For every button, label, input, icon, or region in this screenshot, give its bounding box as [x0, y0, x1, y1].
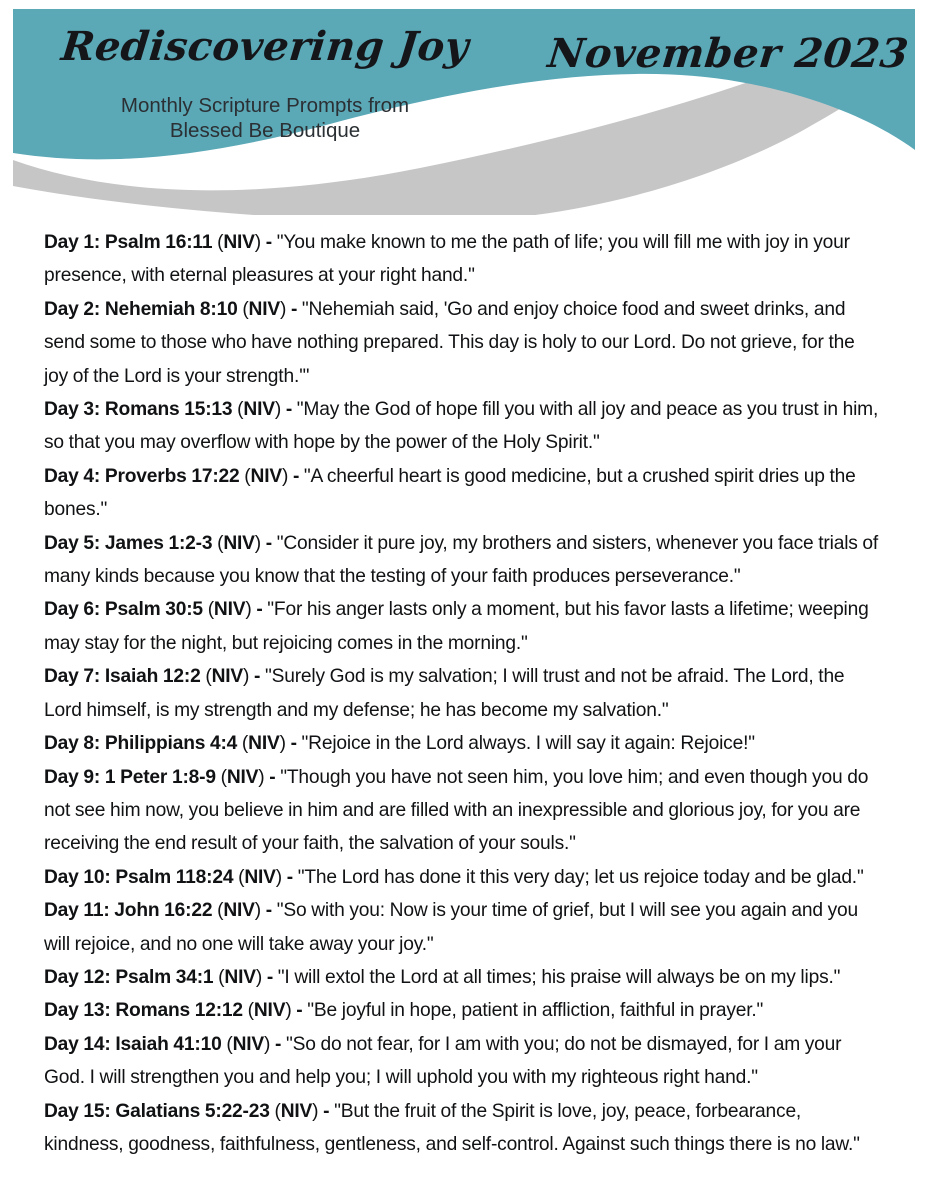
- entry-separator: -: [264, 766, 281, 788]
- version-abbrev: NIV: [223, 900, 255, 922]
- scripture-quote: "A cheerful heart is good medicine, but a crushed spirit dries up the bones.": [44, 465, 856, 521]
- scripture-entry: [44, 660, 882, 727]
- scripture-reference: Day 1: Psalm 16:11: [44, 232, 213, 253]
- entry-separator: -: [260, 900, 277, 922]
- scripture-reference: Day 14: Isaiah 41:10: [44, 1033, 222, 1055]
- entry-separator: -: [285, 733, 302, 755]
- version-abbrev: NIV: [213, 599, 246, 621]
- scripture-reference: Day 15: Galatians 5:22-23: [44, 1100, 270, 1122]
- scripture-reference: Day 12: Psalm 34:1: [44, 966, 214, 988]
- scripture-quote: "Though you have not seen him, you love him; and even though you do not see him now, you believe in him and are filled with an inexpressible and glorious joy, for you are receiving the end result of your faith, the salvation of your souls.": [44, 766, 869, 855]
- scripture-quote: "May the God of hope fill you with all joy and peace as you trust in him, so that you may overflow with hope by the power of the Holy Spirit.": [44, 399, 879, 454]
- entry-separator: -: [261, 232, 277, 253]
- version-abbrev: NIV: [211, 666, 244, 688]
- scripture-quote: "I will extol the Lord at all times; his praise will always be on my lips.": [277, 966, 841, 988]
- scripture-version: (NIV): [237, 298, 287, 320]
- scripture-quote: "For his anger lasts only a moment, but his favor lasts a lifetime; weeping may stay for the night, but rejoicing comes in the morning.": [44, 599, 869, 654]
- scripture-entry: [44, 894, 882, 961]
- scripture-entry: [44, 961, 882, 994]
- version-abbrev: NIV: [244, 866, 276, 888]
- entry-separator: -: [318, 1100, 335, 1122]
- scripture-version: (NIV): [215, 766, 265, 788]
- scripture-quote: "Nehemiah said, 'Go and enjoy choice food and sweet drinks, and send some to those who have nothing prepared. This day is holy to our Lord. Do not grieve, for the joy of the Lord is your strength.'": [44, 298, 855, 387]
- scripture-entry: [44, 727, 882, 760]
- version-abbrev: NIV: [223, 532, 255, 554]
- scripture-entry: [44, 293, 882, 393]
- scripture-reference: Day 9: 1 Peter 1:8-9: [44, 766, 216, 788]
- scripture-version: (NIV): [221, 1033, 271, 1055]
- issue-date: November 2023: [546, 30, 912, 77]
- scripture-quote: "You make known to me the path of life; you will fill me with joy in your presence, with eternal pleasures at your right hand.": [44, 232, 850, 287]
- version-abbrev: NIV: [223, 232, 255, 253]
- version-abbrev: NIV: [248, 733, 280, 755]
- entry-separator: -: [281, 866, 298, 888]
- scripture-version: (NIV): [202, 599, 252, 621]
- scripture-entry: [44, 527, 882, 594]
- entry-separator: -: [286, 298, 302, 320]
- scripture-entry: [44, 994, 882, 1027]
- version-abbrev: NIV: [243, 399, 275, 421]
- scripture-version: (NIV): [213, 966, 263, 988]
- scripture-reference: Day 7: Isaiah 12:2: [44, 666, 201, 688]
- scripture-entry: [44, 861, 882, 894]
- scripture-quote: "Be joyful in hope, patient in affliction, faithful in prayer.": [307, 1000, 764, 1022]
- scripture-reference: Day 11: John 16:22: [44, 900, 213, 922]
- scripture-reference: Day 4: Proverbs 17:22: [44, 465, 240, 487]
- header-text-layer: [0, 0, 927, 215]
- scripture-entry: [44, 226, 882, 293]
- scripture-reference: Day 13: Romans 12:12: [44, 1000, 243, 1022]
- page-subtitle: [30, 93, 500, 143]
- version-abbrev: NIV: [224, 966, 256, 988]
- entry-separator: -: [291, 1000, 308, 1022]
- entry-separator: -: [249, 666, 265, 688]
- page-title: Rediscovering Joy: [59, 23, 472, 70]
- scripture-entry: [44, 761, 882, 861]
- scripture-version: (NIV): [239, 465, 289, 487]
- scripture-quote: "But the fruit of the Spirit is love, joy, peace, forbearance, kindness, goodness, faithfulness, gentleness, and self-control. Against such things there is no law.": [44, 1100, 860, 1155]
- entry-separator: -: [288, 465, 304, 487]
- scripture-reference: Day 3: Romans 15:13: [44, 399, 233, 421]
- scripture-version: (NIV): [233, 866, 282, 888]
- version-abbrev: NIV: [248, 298, 280, 320]
- scripture-entry: [44, 593, 882, 660]
- scripture-entry: [44, 1028, 882, 1095]
- scripture-reference: Day 10: Psalm 118:24: [44, 866, 234, 888]
- scripture-version: (NIV): [212, 900, 261, 922]
- scripture-version: (NIV): [212, 232, 262, 253]
- version-abbrev: NIV: [280, 1100, 313, 1122]
- scripture-quote: "Consider it pure joy, my brothers and sisters, whenever you face trials of many kinds because you know that the testing of your faith produces perseverance.": [44, 532, 879, 588]
- scripture-reference: Day 2: Nehemiah 8:10: [44, 298, 238, 320]
- scripture-entry: [44, 460, 882, 527]
- subtitle-line-2: Blessed Be Boutique: [169, 119, 361, 142]
- version-abbrev: NIV: [232, 1033, 265, 1055]
- subtitle-line-1: Monthly Scripture Prompts from: [120, 94, 410, 117]
- scripture-reference: Day 5: James 1:2-3: [44, 532, 213, 554]
- entry-separator: -: [270, 1033, 286, 1055]
- scripture-version: (NIV): [269, 1100, 319, 1122]
- page-header: [0, 0, 927, 215]
- scripture-version: (NIV): [212, 532, 261, 554]
- entry-separator: -: [261, 532, 277, 554]
- scripture-version: (NIV): [237, 733, 286, 755]
- scripture-quote: "So with you: Now is your time of grief, but I will see you again and you will rejoice, and no one will take away your joy.": [44, 900, 859, 955]
- version-abbrev: NIV: [250, 465, 282, 487]
- scripture-quote: "So do not fear, for I am with you; do not be dismayed, for I am your God. I will strengthen you and help you; I will uphold you with my righteous right hand.": [44, 1033, 842, 1089]
- scripture-reference: Day 6: Psalm 30:5: [44, 599, 203, 621]
- scripture-version: (NIV): [242, 1000, 292, 1022]
- scripture-list: [44, 226, 882, 1161]
- scripture-quote: "Rejoice in the Lord always. I will say it again: Rejoice!": [301, 733, 755, 755]
- scripture-entry: [44, 1095, 882, 1162]
- entry-separator: -: [281, 399, 297, 421]
- scripture-entry: [44, 393, 882, 460]
- entry-separator: -: [262, 966, 278, 988]
- version-abbrev: NIV: [226, 766, 259, 788]
- scripture-version: (NIV): [200, 666, 250, 688]
- scripture-quote: "Surely God is my salvation; I will trust and not be afraid. The Lord, the Lord himself, is my strength and my defense; he has become my salvation.": [44, 666, 845, 721]
- scripture-version: (NIV): [232, 399, 282, 421]
- version-abbrev: NIV: [253, 1000, 286, 1022]
- scripture-quote: "The Lord has done it this very day; let us rejoice today and be glad.": [297, 866, 864, 888]
- entry-separator: -: [251, 599, 268, 621]
- scripture-reference: Day 8: Philippians 4:4: [44, 733, 238, 755]
